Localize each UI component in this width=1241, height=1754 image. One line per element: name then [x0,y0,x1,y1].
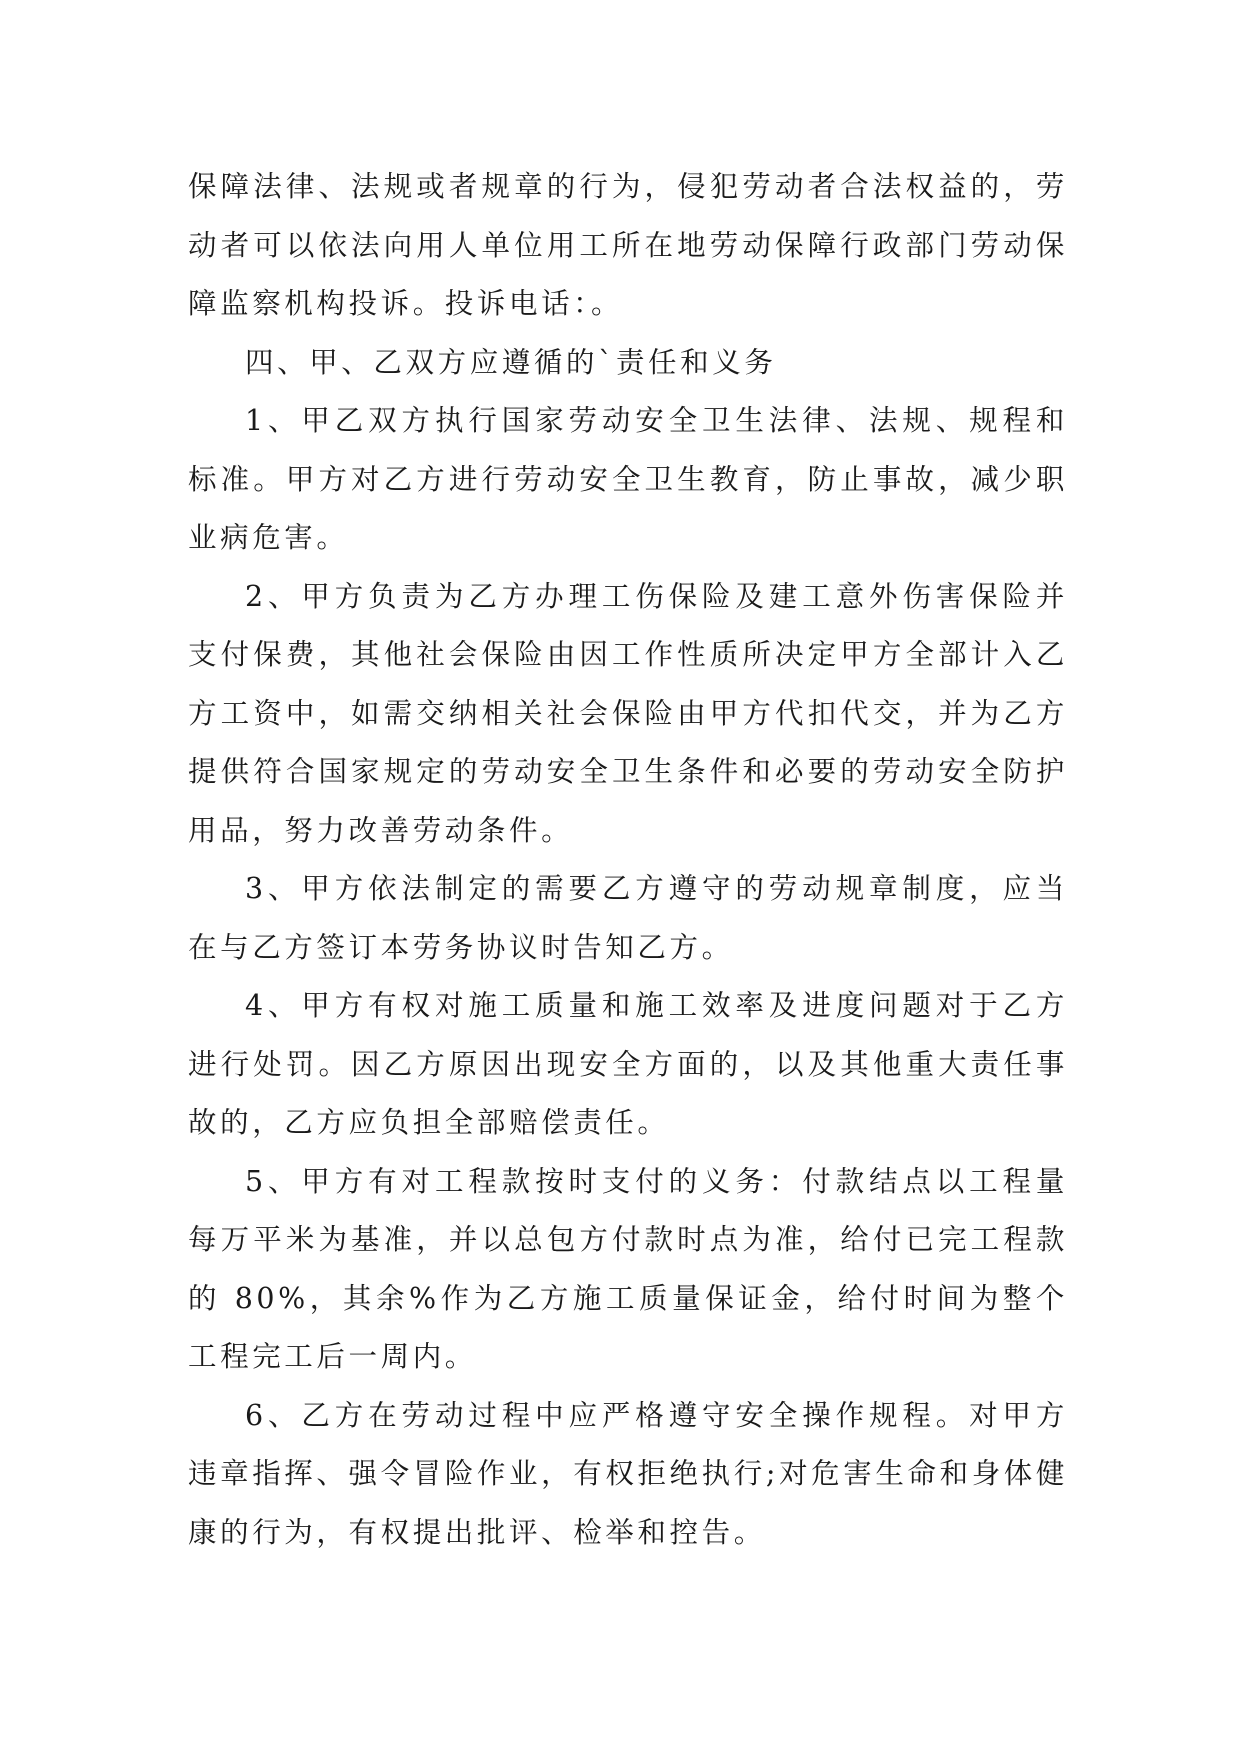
clause-item-4: 4、甲方有权对施工质量和施工效率及进度问题对于乙方进行处罚。因乙方原因出现安全方面的，以及其他重大责任事故的，乙方应负担全部赔偿责任。 [188,989,1068,1139]
paragraph-continuation: 保障法律、法规或者规章的行为，侵犯劳动者合法权益的，劳动者可以依法向用人单位用工所在地劳动保障行政部门劳动保障监察机构投诉。投诉电话：。 [188,170,1068,320]
clause-item-2: 2、甲方负责为乙方办理工伤保险及建工意外伤害保险并支付保费，其他社会保险由因工作性质所决定甲方全部计入乙方工资中，如需交纳相关社会保险由甲方代扣代交，并为乙方提供符合国家规定的劳动安全卫生条件和必要的劳动安全防护用品，努力改善劳动条件。 [188,579,1068,847]
document-body [188,158,1068,1562]
clause-item-6: 6、乙方在劳动过程中应严格遵守安全操作规程。对甲方违章指挥、强令冒险作业，有权拒绝执行;对危害生命和身体健康的行为，有权提出批评、检举和控告。 [188,1398,1068,1549]
section-heading-4: 四、甲、乙双方应遵循的`责任和义务 [245,345,777,379]
clause-item-3: 3、甲方依法制定的需要乙方遵守的劳动规章制度，应当在与乙方签订本劳务协议时告知乙方。 [188,872,1068,964]
clause-item-5: 5、甲方有对工程款按时支付的义务：付款结点以工程量每万平米为基准，并以总包方付款时点为准，给付已完工程款的 80%，其余%作为乙方施工质量保证金，给付时间为整个工程完工后一周内。 [188,1164,1068,1373]
clause-item-1: 1、甲乙双方执行国家劳动安全卫生法律、法规、规程和标准。甲方对乙方进行劳动安全卫生教育，防止事故，减少职业病危害。 [188,404,1068,554]
